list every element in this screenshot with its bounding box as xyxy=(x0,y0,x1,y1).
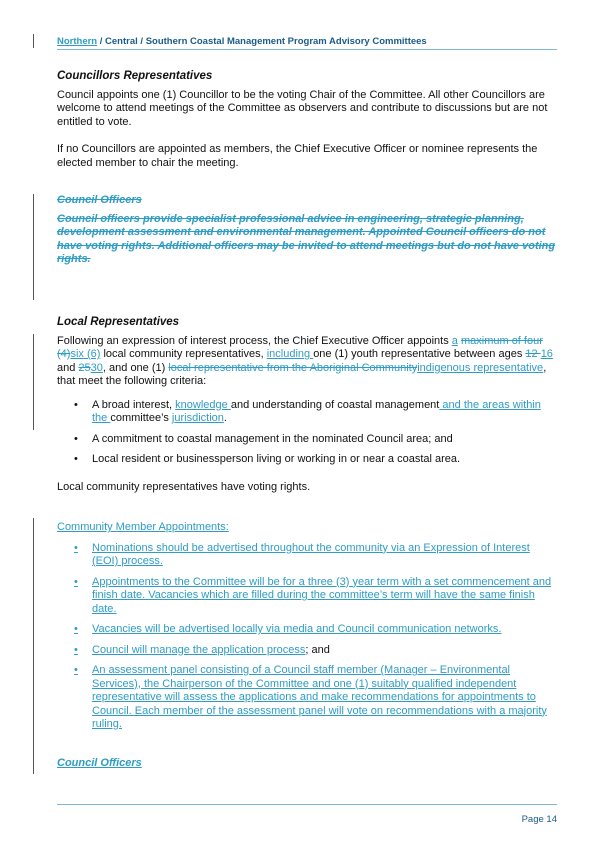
list-item xyxy=(57,623,557,637)
inserted-text: An assessment panel consisting of a Council staff member (Manager – Environmental Services), the Chairperson of the Committee and one (1) suitably qualified independent representative will assess the applications and make recommendations for appointments to Council. Each member of the assessment panel will vote on recommendations with a majority ruling. xyxy=(92,664,547,730)
councillors-section xyxy=(57,70,557,170)
header-divider xyxy=(57,49,557,50)
councillors-para-1: Council appoints one (1) Councillor to be the voting Chair of the Committee. All other Councillors are welcome to attend meetings of the Committee as observers and contribute to discussions but are not entitled to vote. xyxy=(57,88,548,128)
inserted-text: Council will manage the application process xyxy=(92,643,306,656)
inserted-text: Nominations should be advertised throughout the community via an Expression of Interest (EOI) process. xyxy=(92,541,530,567)
page-header xyxy=(57,36,427,47)
text-run: . xyxy=(223,412,227,424)
change-bar xyxy=(33,518,34,774)
header-inserted-text: Northern xyxy=(57,36,98,47)
change-bar xyxy=(33,334,34,406)
bullet-icon: • xyxy=(74,432,78,445)
bullet-icon: • xyxy=(74,623,78,635)
local-paragraph xyxy=(57,335,557,389)
inserted-text: Appointments to the Committee will be for a three (3) year term with a set commencement and finish date. Vacancies which are filled during the committee’s term will have the same finish date. xyxy=(92,575,552,615)
inserted-text: and the areas within the xyxy=(92,398,541,424)
text-run: committee’s xyxy=(110,412,172,424)
list-item xyxy=(57,399,557,426)
change-bar xyxy=(33,194,34,300)
bullet-icon: • xyxy=(74,643,78,656)
council-officers-deleted-heading: Council Officers xyxy=(57,194,142,206)
bullet-icon: • xyxy=(74,541,78,554)
council-officers-deleted-text: Council officers provide specialist professional advice in engineering, strategic planning, development assessment and environmental management. Appointed Council officers do not have voting rights. Additional officers may be invited to attend meetings but do not have voting rights. xyxy=(57,212,556,265)
councillors-para-2: If no Councillors are appointed as members, the Chief Executive Officer or nominee represents the elected member to chair the meeting. xyxy=(57,143,538,169)
change-bar xyxy=(33,402,34,430)
text-run: and understanding of coastal management xyxy=(230,398,440,411)
list-item xyxy=(57,433,557,447)
inserted-text: Vacancies will be advertised locally via media and Council communication networks. xyxy=(92,623,502,635)
text-run: A commitment to coastal management in the nominated Council area; and xyxy=(92,432,453,445)
text-run: Local resident or businessperson living or working in or near a coastal area. xyxy=(92,453,461,465)
local-representatives-section xyxy=(57,316,557,494)
bullet-icon: • xyxy=(74,398,78,411)
deleted-text: maximum of four (4) xyxy=(57,334,543,360)
text-run: ; and xyxy=(305,643,330,656)
local-heading: Local Representatives xyxy=(57,316,180,328)
list-item xyxy=(57,453,557,467)
page-number: Page 14 xyxy=(521,814,557,825)
inserted-text: including xyxy=(266,348,314,360)
deleted-text: 25 xyxy=(78,361,91,374)
council-officers-heading: Council Officers xyxy=(57,757,142,769)
bullet-icon: • xyxy=(74,575,78,588)
inserted-text: 16 xyxy=(540,348,553,360)
council-officers-section xyxy=(57,757,557,771)
inserted-text: jurisdiction xyxy=(171,412,224,424)
community-heading: Community Member Appointments: xyxy=(57,521,229,533)
inserted-text: six (6) xyxy=(70,348,101,360)
bullet-icon: • xyxy=(74,664,78,676)
inserted-text: knowledge xyxy=(175,398,231,411)
inserted-text: 30 xyxy=(90,361,103,374)
council-officers-deleted-section xyxy=(57,194,557,267)
deleted-text: local representative from the Aboriginal Community xyxy=(168,361,418,374)
community-appointments-section xyxy=(57,521,557,739)
text-run: A broad interest, xyxy=(92,398,176,411)
bullet-icon: • xyxy=(74,453,78,465)
text-run: and xyxy=(57,361,79,374)
text-run: , and one (1) xyxy=(102,361,169,374)
footer-divider xyxy=(57,804,557,805)
text-run: local community representatives, xyxy=(100,348,267,360)
criteria-list xyxy=(57,399,557,467)
list-item xyxy=(57,542,557,569)
list-item xyxy=(57,664,557,732)
text-run: , that meet the following criteria: xyxy=(57,361,547,387)
voting-rights-text: Local community representatives have voting rights. xyxy=(57,480,311,493)
text-run: one (1) youth representative between ages xyxy=(313,348,526,360)
change-bar xyxy=(33,34,34,48)
inserted-text: indigenous representative xyxy=(417,361,544,374)
inserted-text: a xyxy=(451,334,458,347)
header-title: / Central / Southern Coastal Management Program Advisory Committees xyxy=(97,36,427,47)
list-item xyxy=(57,576,557,617)
deleted-text: 12 xyxy=(525,348,541,360)
text-run: Following an expression of interest process, the Chief Executive Officer appoints xyxy=(57,334,452,347)
community-list xyxy=(57,542,557,732)
councillors-heading: Councillors Representatives xyxy=(57,70,213,82)
list-item xyxy=(57,644,557,658)
